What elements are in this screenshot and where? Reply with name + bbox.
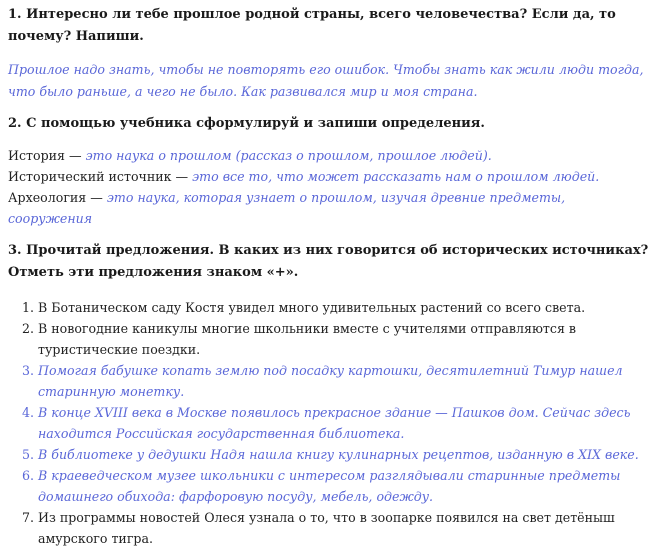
definition-term: Археология — — [8, 190, 107, 205]
list-item-text: В краеведческом музее школьники с интересом разглядывали старинные предметы домашнего обихода: фарфоровую посуду, мебель, одежду. — [38, 468, 621, 504]
list-item-number: 7. — [22, 510, 35, 525]
list-item-text: В Ботаническом саду Костя увидел много удивительных растений со всего света. — [38, 300, 586, 315]
section-3 — [8, 240, 651, 549]
section-2-heading: 2. С помощью учебника сформулируй и запиши определения. — [8, 116, 485, 131]
list-item — [22, 318, 651, 360]
definition-historical-source — [8, 166, 651, 187]
list-item-number: 2. — [22, 321, 35, 336]
definition-answer: это наука, которая узнает о прошлом, изучая древние предметы, сооружения — [8, 190, 566, 226]
list-item — [22, 444, 651, 465]
list-item — [22, 402, 651, 444]
list-item-number: 1. — [22, 300, 35, 315]
section-1-heading: 1. Интересно ли тебе прошлое родной страны, всего человечества? Если да, то почему? Напиши. — [8, 7, 616, 44]
list-item-text: В новогодние каникулы многие школьники вместе с учителями отправляются в туристические поездки. — [38, 321, 576, 357]
section-1-answer: Прошлое надо знать, чтобы не повторять его ошибок. Чтобы знать как жили люди тогда, что было раньше, а чего не было. Как развивался мир и моя страна. — [8, 62, 644, 99]
section-1 — [8, 4, 651, 103]
list-item — [22, 360, 651, 402]
list-item-text: В конце XVIII века в Москве появилось прекрасное здание — Пашков дом. Сейчас здесь находится Российская государственная библиотека. — [38, 405, 631, 441]
list-item — [22, 465, 651, 507]
definition-archaeology — [8, 187, 651, 229]
list-item-text: В библиотеке у дедушки Надя нашла книгу кулинарных рецептов, изданную в XIX веке. — [38, 447, 639, 462]
section-2 — [8, 113, 651, 229]
list-item — [22, 507, 651, 549]
list-item — [22, 297, 651, 318]
list-item-text: Помогая бабушке копать землю под посадку картошки, десятилетний Тимур нашел старинную монетку. — [38, 363, 623, 399]
definition-term: Исторический источник — — [8, 169, 193, 184]
list-item-number: 3. — [22, 363, 35, 378]
list-item-number: 4. — [22, 405, 35, 420]
list-item-text: Из программы новостей Олеся узнала о то, что в зоопарке появился на свет детёныш амурского тигра. — [38, 510, 615, 546]
section-3-heading: 3. Прочитай предложения. В каких из них говорится об исторических источниках? Отметь эти предложения знаком «+». — [8, 243, 649, 280]
definition-history — [8, 145, 651, 166]
list-item-number: 5. — [22, 447, 35, 462]
definition-term: История — — [8, 148, 86, 163]
definitions-list — [8, 145, 651, 229]
definition-answer: это наука о прошлом (рассказ о прошлом, прошлое людей). — [85, 148, 492, 163]
sentences-list — [8, 297, 651, 549]
definition-answer: это все то, что может рассказать нам о прошлом людей. — [192, 169, 600, 184]
list-item-number: 6. — [22, 468, 35, 483]
